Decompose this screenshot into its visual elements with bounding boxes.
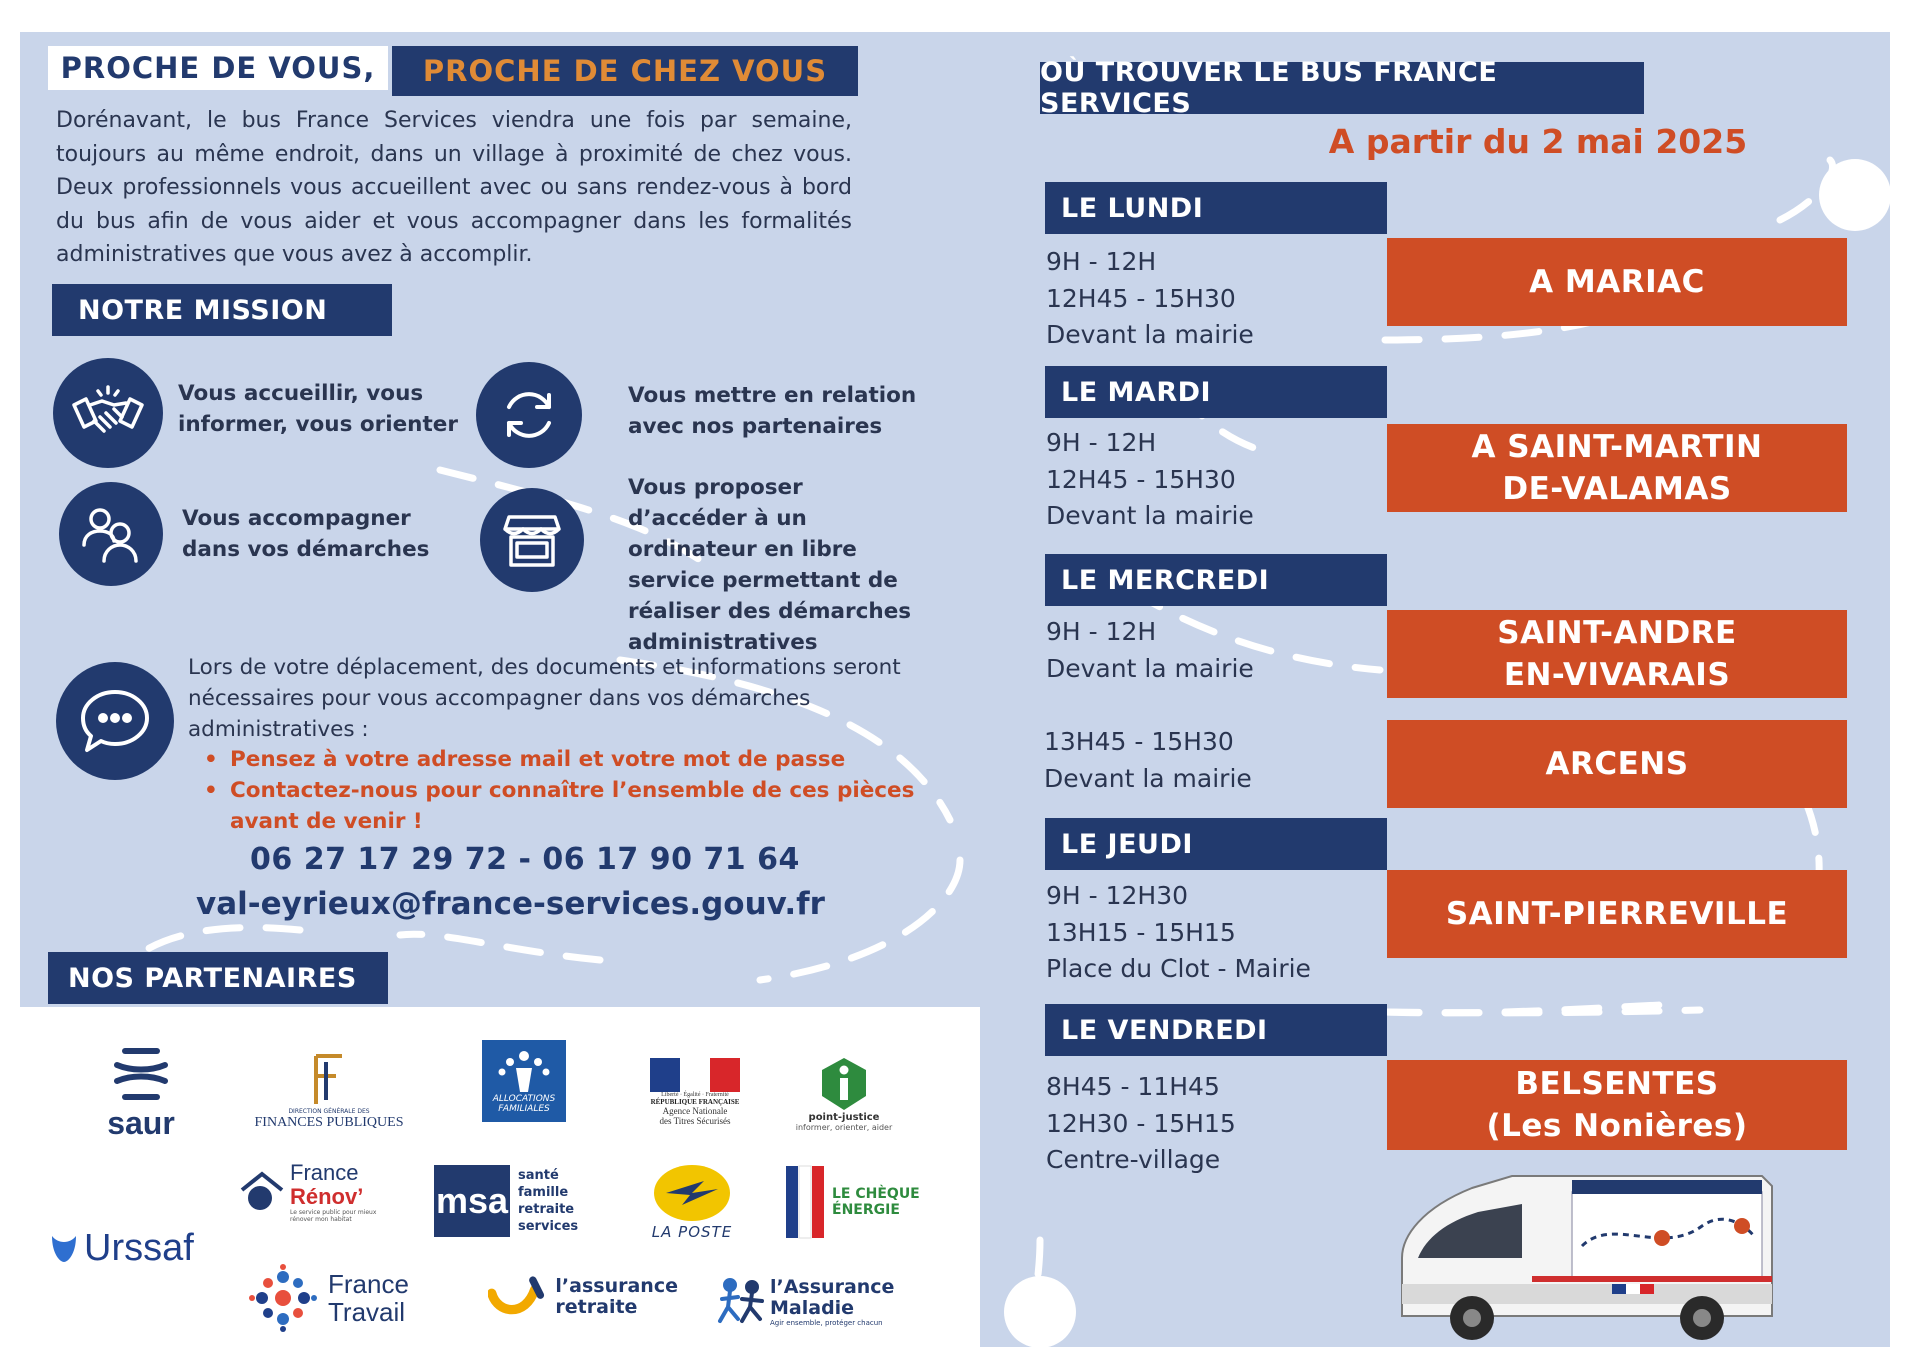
- town-saint-pierreville: SAINT-PIERREVILLE: [1387, 870, 1847, 958]
- tuesday-line-2: 12H45 - 15H30: [1046, 464, 1236, 494]
- wednesday-line-1: 9H - 12H: [1046, 617, 1157, 646]
- cheque-line-1: LE CHÈQUE: [832, 1186, 920, 1202]
- refresh-icon: [476, 362, 582, 468]
- retraite-swoosh-icon: [488, 1275, 553, 1319]
- town-mariac: A MARIAC: [1387, 238, 1847, 326]
- day-wednesday: LE MERCREDI: [1045, 554, 1387, 606]
- friday-line-3: Centre-village: [1046, 1145, 1221, 1174]
- dgfip-logo: [244, 1036, 414, 1146]
- msa-wordmark: msa: [434, 1165, 510, 1237]
- france-renov-word-2: Rénov’: [290, 1184, 364, 1209]
- dgfip-small-text: DIRECTION GÉNÉRALE DES: [288, 1107, 370, 1115]
- schedule-start-date: A partir du 2 mai 2025: [1328, 122, 1748, 161]
- thursday-line-2: 13H15 - 15H15: [1046, 917, 1236, 947]
- la-poste-wordmark: LA POSTE: [651, 1223, 733, 1241]
- mission-item-support: Vous accompagner dans vos démarches: [182, 506, 430, 562]
- mission-item-welcome: Vous accueillir, vous informer, vous orienter: [178, 381, 458, 437]
- kiosk-icon: [480, 488, 584, 592]
- chat-bubble-icon: [56, 662, 174, 780]
- town-belsentes: [1387, 1060, 1847, 1150]
- town-saint-andre-line-2: EN-VIVARAIS: [1503, 657, 1731, 693]
- thursday-line-3: Place du Clot - Mairie: [1046, 954, 1311, 983]
- pj-wordmark: point-justice: [808, 1112, 880, 1123]
- ants-republic: RÉPUBLIQUE FRANÇAISE: [650, 1098, 740, 1106]
- pj-tagline: informer, orienter, aider: [795, 1123, 893, 1132]
- mission-item-computer: Vous proposer d’accéder à un ordinateur en libre service permettant de réaliser des démarches administratives: [628, 475, 912, 655]
- msa-line-3: retraite: [518, 1202, 575, 1217]
- caf-text-2: FAMILIALES: [498, 1104, 550, 1114]
- town-saint-martin-line-2: DE-VALAMAS: [1502, 471, 1732, 507]
- tuesday-hours: [1046, 425, 1254, 535]
- cheque-line-2: ÉNERGIE: [832, 1202, 900, 1218]
- contact-email[interactable]: val-eyrieux@france-services.gouv.fr: [196, 886, 825, 922]
- schedule-title: OÙ TROUVER LE BUS FRANCE SERVICES: [1040, 62, 1644, 114]
- msa-line-4: services: [518, 1219, 579, 1234]
- wednesday-line-3: 13H45 - 15H30: [1044, 727, 1234, 756]
- contact-phones[interactable]: 06 27 17 29 72 - 06 17 90 71 64: [250, 842, 800, 877]
- france-travail-word-1: France: [328, 1269, 409, 1299]
- tuesday-line-3: Devant la mairie: [1046, 501, 1254, 530]
- france-renov-logo: [238, 1152, 398, 1232]
- msa-line-2: famille: [518, 1185, 569, 1200]
- dgfip-wordmark: FINANCES PUBLIQUES: [254, 1114, 404, 1130]
- reminder-contact-us: • Contactez-nous pour connaître l’ensemble de ces pièces avant de venir !: [204, 775, 924, 837]
- la-poste-logo: [636, 1156, 748, 1248]
- caf-logo: [482, 1040, 566, 1122]
- day-monday: LE LUNDI: [1045, 182, 1387, 234]
- friday-hours: [1046, 1069, 1236, 1179]
- tricolor-stripes-icon: [784, 1164, 826, 1240]
- town-belsentes-line-2: (Les Nonières): [1486, 1108, 1748, 1144]
- ants-name-2: des Titres Sécurisés: [659, 1116, 731, 1126]
- dgfip-emblem-icon: [306, 1052, 352, 1108]
- france-renov-word-1: France: [290, 1160, 359, 1185]
- wednesday-hours-morning: [1046, 614, 1254, 687]
- mission-title: NOTRE MISSION: [52, 284, 392, 336]
- retraite-word-2: retraite: [555, 1296, 638, 1318]
- maladie-tagline: Agir ensemble, protéger chacun: [770, 1319, 883, 1327]
- town-arcens: ARCENS: [1387, 720, 1847, 808]
- town-belsentes-line-1: BELSENTES: [1515, 1066, 1719, 1102]
- documents-paragraph: Lors de votre déplacement, des documents et informations seront nécessaires pour vous accompagner dans vos démarches administratives :: [188, 655, 901, 742]
- thursday-hours: [1046, 878, 1311, 988]
- msa-line-1: santé: [518, 1168, 559, 1183]
- monday-line-1: 9H - 12H: [1046, 247, 1157, 276]
- tuesday-line-1: 9H - 12H: [1046, 428, 1157, 457]
- header-tagline-navy: PROCHE DE CHEZ VOUS: [392, 46, 858, 96]
- ants-motto: Liberté · Égalité · Fraternité: [661, 1092, 729, 1098]
- town-saint-martin-line-1: A SAINT-MARTIN: [1471, 429, 1763, 465]
- assurance-maladie-logo: [714, 1270, 904, 1334]
- handshake-icon: [53, 358, 163, 468]
- caf-emblem-icon: [494, 1048, 554, 1094]
- reminder-email-password: • Pensez à votre adresse mail et votre mot de passe: [204, 744, 924, 775]
- caf-text-1: ALLOCATIONS: [492, 1094, 556, 1104]
- maladie-figures-icon: [714, 1277, 768, 1327]
- france-travail-dots-icon: [248, 1263, 318, 1333]
- ants-logo: [640, 1036, 750, 1148]
- day-tuesday: LE MARDI: [1045, 366, 1387, 418]
- friday-line-2: 12H30 - 15H15: [1046, 1108, 1236, 1138]
- town-saint-andre-line-1: SAINT-ANDRE: [1497, 615, 1737, 651]
- info-hexagon-icon: [819, 1056, 869, 1112]
- people-icon: [59, 482, 163, 586]
- retraite-word-1: l’assurance: [555, 1275, 678, 1297]
- ants-name-1: Agence Nationale: [662, 1106, 728, 1116]
- point-justice-logo: [782, 1036, 906, 1152]
- day-friday: LE VENDREDI: [1045, 1004, 1387, 1056]
- cheque-energie-logo: [784, 1160, 922, 1244]
- partners-title: NOS PARTENAIRES: [48, 952, 388, 1004]
- town-saint-andre: [1387, 610, 1847, 698]
- la-poste-bird-icon: [652, 1163, 732, 1223]
- msa-logo: [434, 1162, 602, 1240]
- france-renov-tagline-1: Le service public pour mieux: [290, 1209, 377, 1216]
- documents-reminders: [204, 744, 924, 837]
- monday-line-2: 12H45 - 15H30: [1046, 283, 1236, 313]
- town-saint-martin: [1387, 424, 1847, 512]
- urssaf-logo: [48, 1220, 234, 1276]
- urssaf-leaf-icon: [48, 1230, 80, 1266]
- france-travail-logo: [248, 1258, 434, 1338]
- thursday-line-1: 9H - 12H30: [1046, 881, 1189, 910]
- marianne-flag-icon: [650, 1058, 740, 1092]
- monday-hours: [1046, 244, 1254, 354]
- house-leaf-icon: [238, 1168, 286, 1216]
- france-renov-tagline-2: rénover mon habitat: [290, 1216, 352, 1223]
- wednesday-hours-afternoon: [1044, 724, 1252, 797]
- france-services-bus-illustration: [1362, 1166, 1782, 1346]
- saur-logo: [96, 1036, 186, 1146]
- header-tagline-white: PROCHE DE VOUS,: [48, 46, 388, 90]
- intro-paragraph: Dorénavant, le bus France Services viendra une fois par semaine, toujours au même endroit, dans un village à proximité de chez vous. Deux professionnels vous accueillent avec ou sans rendez-vous à bord du bus afin de vous aider et vous accompagner dans les formalités administratives que vous avez à accomplir.: [56, 108, 852, 267]
- friday-line-1: 8H45 - 11H45: [1046, 1072, 1220, 1101]
- urssaf-wordmark: Urssaf: [84, 1226, 194, 1269]
- saur-wordmark: saur: [107, 1105, 175, 1141]
- day-thursday: LE JEUDI: [1045, 818, 1387, 870]
- france-travail-word-2: Travail: [328, 1297, 406, 1327]
- maladie-word-1: l’Assurance: [770, 1276, 895, 1298]
- wednesday-line-2: Devant la mairie: [1046, 653, 1254, 683]
- mission-item-partners: Vous mettre en relation avec nos partenaires: [628, 383, 917, 439]
- assurance-retraite-logo: [488, 1270, 678, 1324]
- saur-emblem-icon: [111, 1043, 171, 1107]
- wednesday-line-4: Devant la mairie: [1044, 763, 1252, 793]
- maladie-word-2: Maladie: [770, 1297, 855, 1319]
- monday-line-3: Devant la mairie: [1046, 320, 1254, 349]
